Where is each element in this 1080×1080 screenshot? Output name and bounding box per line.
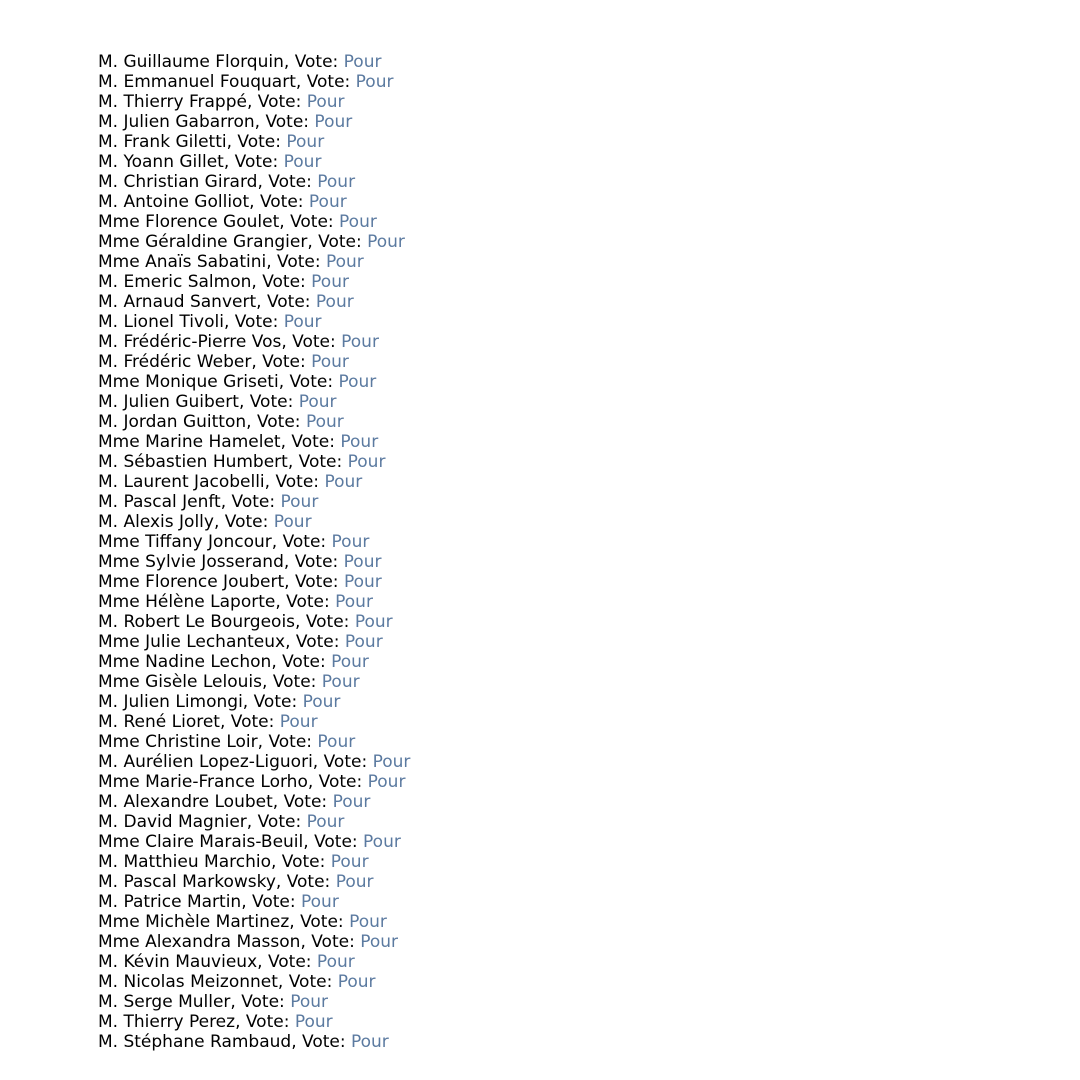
vote-value: Pour (317, 732, 356, 752)
deputy-name: M. Alexandre Loubet (98, 792, 273, 812)
vote-value: Pour (283, 312, 322, 332)
deputy-name: M. René Lioret (98, 712, 220, 732)
vote-row: Mme Nadine Lechon, Vote: Pour (98, 652, 369, 672)
vote-label: Vote: (230, 712, 275, 732)
deputy-name: M. Jordan Guitton (98, 412, 247, 432)
deputy-name: M. Guillaume Florquin (98, 52, 284, 72)
vote-row: M. Julien Limongi, Vote: Pour (98, 692, 341, 712)
deputy-name: M. Patrice Martin (98, 892, 242, 912)
vote-value: Pour (306, 812, 345, 832)
deputy-name: M. Sébastien Humbert (98, 452, 288, 472)
vote-label: Vote: (234, 152, 279, 172)
vote-label: Vote: (257, 812, 302, 832)
vote-label: Vote: (311, 932, 355, 952)
vote-row: Mme Monique Griseti, Vote: Pour (98, 372, 377, 392)
deputy-name: M. Frédéric-Pierre Vos (98, 332, 282, 352)
vote-label: Vote: (275, 472, 320, 492)
vote-value: Pour (286, 132, 325, 152)
vote-row: M. Christian Girard, Vote: Pour (98, 172, 356, 192)
vote-label: Vote: (234, 312, 279, 332)
vote-label: Vote: (318, 772, 363, 792)
deputy-name: M. David Magnier (98, 812, 247, 832)
vote-label: Vote: (290, 212, 334, 232)
vote-label: Vote: (265, 112, 310, 132)
vote-row: M. Thierry Perez, Vote: Pour (98, 1012, 333, 1032)
vote-row: M. Emmanuel Fouquart, Vote: Pour (98, 72, 394, 92)
vote-value: Pour (331, 532, 370, 552)
vote-value: Pour (314, 112, 353, 132)
deputy-name: M. Robert Le Bourgeois (98, 612, 296, 632)
deputy-name: M. Nicolas Meizonnet (98, 972, 278, 992)
vote-value: Pour (302, 692, 341, 712)
deputy-name: M. Thierry Frappé (98, 92, 247, 112)
deputy-name: M. Pascal Markowsky (98, 872, 276, 892)
vote-label: Vote: (231, 492, 276, 512)
vote-value: Pour (311, 272, 349, 292)
vote-row: M. Yoann Gillet, Vote: Pour (98, 152, 322, 172)
vote-label: Vote: (291, 432, 335, 452)
vote-label: Vote: (262, 352, 306, 372)
vote-row: Mme Alexandra Masson, Vote: Pour (98, 932, 399, 952)
vote-row: Mme Tiffany Joncour, Vote: Pour (98, 532, 370, 552)
vote-row: M. Thierry Frappé, Vote: Pour (98, 92, 345, 112)
deputy-name: Mme Nadine Lechon (98, 652, 272, 672)
vote-value: Pour (317, 172, 356, 192)
vote-row: M. Pascal Markowsky, Vote: Pour (98, 872, 374, 892)
vote-label: Vote: (295, 632, 340, 652)
vote-value: Pour (321, 672, 360, 692)
vote-row: M. Serge Muller, Vote: Pour (98, 992, 328, 1012)
deputy-name: Mme Géraldine Grangier (98, 232, 308, 252)
vote-row: Mme Michèle Martinez, Vote: Pour (98, 912, 387, 932)
vote-value: Pour (343, 572, 382, 592)
vote-row: M. René Lioret, Vote: Pour (98, 712, 318, 732)
deputy-name: M. Emmanuel Fouquart (98, 72, 296, 92)
deputy-name: Mme Claire Marais-Beuil (98, 832, 304, 852)
vote-row: Mme Hélène Laporte, Vote: Pour (98, 592, 373, 612)
deputy-name: M. Frank Giletti (98, 132, 227, 152)
vote-list (98, 52, 410, 1052)
vote-label: Vote: (281, 852, 326, 872)
vote-label: Vote: (268, 732, 312, 752)
deputy-name: M. Lionel Tivoli (98, 312, 224, 332)
vote-row: M. Frank Giletti, Vote: Pour (98, 132, 325, 152)
vote-value: Pour (338, 372, 377, 392)
deputy-name: M. Kévin Mauvieux (98, 952, 258, 972)
deputy-name: M. Stéphane Rambaud (98, 1032, 292, 1052)
vote-label: Vote: (262, 272, 306, 292)
vote-row: Mme Marie-France Lorho, Vote: Pour (98, 772, 406, 792)
vote-value: Pour (325, 252, 364, 272)
deputy-name: Mme Christine Loir (98, 732, 258, 752)
vote-label: Vote: (252, 892, 296, 912)
vote-label: Vote: (286, 872, 331, 892)
vote-row: M. Patrice Martin, Vote: Pour (98, 892, 339, 912)
vote-row: Mme Marine Hamelet, Vote: Pour (98, 432, 379, 452)
vote-label: Vote: (253, 692, 298, 712)
vote-value: Pour (331, 652, 369, 672)
deputy-name: M. Laurent Jacobelli (98, 472, 265, 492)
deputy-name: Mme Gisèle Lelouis (98, 672, 262, 692)
vote-value: Pour (367, 232, 405, 252)
vote-row: M. Frédéric-Pierre Vos, Vote: Pour (98, 332, 379, 352)
vote-row: M. Emeric Salmon, Vote: Pour (98, 272, 349, 292)
deputy-name: Mme Marie-France Lorho (98, 772, 308, 792)
vote-row: Mme Sylvie Josserand, Vote: Pour (98, 552, 382, 572)
vote-value: Pour (324, 472, 363, 492)
deputy-name: Mme Monique Griseti (98, 372, 279, 392)
vote-label: Vote: (294, 572, 339, 592)
vote-value: Pour (372, 752, 411, 772)
deputy-name: Mme Tiffany Joncour (98, 532, 272, 552)
vote-value: Pour (355, 72, 394, 92)
vote-label: Vote: (277, 252, 321, 272)
vote-label: Vote: (283, 792, 328, 812)
vote-value: Pour (349, 912, 387, 932)
deputy-name: Mme Marine Hamelet (98, 432, 281, 452)
vote-row: M. Julien Gabarron, Vote: Pour (98, 112, 353, 132)
vote-label: Vote: (292, 332, 336, 352)
vote-value: Pour (343, 52, 382, 72)
vote-label: Vote: (289, 372, 334, 392)
vote-value: Pour (330, 852, 369, 872)
vote-value: Pour (332, 792, 371, 812)
deputy-name: Mme Sylvie Josserand (98, 552, 284, 572)
vote-row: M. Kévin Mauvieux, Vote: Pour (98, 952, 355, 972)
vote-row: Mme Florence Goulet, Vote: Pour (98, 212, 377, 232)
vote-value: Pour (311, 352, 349, 372)
vote-label: Vote: (314, 832, 358, 852)
vote-label: Vote: (237, 132, 281, 152)
vote-row: Mme Gisèle Lelouis, Vote: Pour (98, 672, 360, 692)
vote-value: Pour (279, 712, 318, 732)
vote-row: M. David Magnier, Vote: Pour (98, 812, 345, 832)
deputy-name: M. Antoine Golliot (98, 192, 250, 212)
vote-row: M. Sébastien Humbert, Vote: Pour (98, 452, 386, 472)
vote-row: M. Arnaud Sanvert, Vote: Pour (98, 292, 354, 312)
vote-value: Pour (347, 452, 386, 472)
vote-value: Pour (273, 512, 312, 532)
vote-row: M. Alexandre Loubet, Vote: Pour (98, 792, 371, 812)
vote-row: M. Guillaume Florquin, Vote: Pour (98, 52, 382, 72)
vote-label: Vote: (306, 72, 351, 92)
vote-row: M. Julien Guibert, Vote: Pour (98, 392, 337, 412)
vote-row: M. Aurélien Lopez-Liguori, Vote: Pour (98, 752, 411, 772)
vote-row: M. Matthieu Marchio, Vote: Pour (98, 852, 369, 872)
vote-label: Vote: (288, 972, 333, 992)
vote-label: Vote: (302, 1032, 346, 1052)
vote-value: Pour (298, 392, 337, 412)
deputy-name: Mme Julie Lechanteux (98, 632, 286, 652)
vote-row: Mme Anaïs Sabatini, Vote: Pour (98, 252, 364, 272)
vote-value: Pour (344, 632, 383, 652)
deputy-name: M. Yoann Gillet (98, 152, 224, 172)
deputy-name: M. Alexis Jolly (98, 512, 214, 532)
vote-label: Vote: (267, 952, 312, 972)
deputy-name: Mme Hélène Laporte (98, 592, 276, 612)
vote-row: M. Frédéric Weber, Vote: Pour (98, 352, 349, 372)
vote-row: M. Antoine Golliot, Vote: Pour (98, 192, 347, 212)
vote-label: Vote: (282, 652, 326, 672)
deputy-name: M. Arnaud Sanvert (98, 292, 257, 312)
deputy-name: M. Thierry Perez (98, 1012, 236, 1032)
vote-value: Pour (363, 832, 401, 852)
vote-label: Vote: (305, 612, 350, 632)
vote-row: M. Alexis Jolly, Vote: Pour (98, 512, 312, 532)
vote-value: Pour (306, 92, 345, 112)
vote-value: Pour (283, 152, 322, 172)
vote-row: Mme Christine Loir, Vote: Pour (98, 732, 356, 752)
vote-label: Vote: (259, 192, 304, 212)
deputy-name: M. Aurélien Lopez-Liguori (98, 752, 313, 772)
deputy-name: M. Julien Gabarron (98, 112, 255, 132)
vote-value: Pour (315, 292, 354, 312)
vote-row: Mme Florence Joubert, Vote: Pour (98, 572, 382, 592)
deputy-name: M. Christian Girard (98, 172, 258, 192)
vote-row: M. Pascal Jenft, Vote: Pour (98, 492, 319, 512)
vote-label: Vote: (241, 992, 285, 1012)
vote-row: M. Lionel Tivoli, Vote: Pour (98, 312, 322, 332)
vote-value: Pour (360, 932, 399, 952)
vote-row: Mme Claire Marais-Beuil, Vote: Pour (98, 832, 401, 852)
vote-label: Vote: (245, 1012, 290, 1032)
deputy-name: Mme Florence Joubert (98, 572, 285, 592)
deputy-name: M. Serge Muller (98, 992, 231, 1012)
vote-value: Pour (316, 952, 355, 972)
vote-value: Pour (343, 552, 382, 572)
vote-label: Vote: (286, 592, 330, 612)
vote-row: M. Stéphane Rambaud, Vote: Pour (98, 1032, 389, 1052)
deputy-name: Mme Florence Goulet (98, 212, 280, 232)
vote-value: Pour (301, 892, 339, 912)
vote-label: Vote: (272, 672, 317, 692)
deputy-name: M. Frédéric Weber (98, 352, 252, 372)
vote-value: Pour (350, 1032, 389, 1052)
vote-row: M. Jordan Guitton, Vote: Pour (98, 412, 344, 432)
vote-label: Vote: (300, 912, 344, 932)
vote-label: Vote: (224, 512, 269, 532)
vote-value: Pour (341, 332, 379, 352)
vote-label: Vote: (294, 552, 339, 572)
deputy-name: M. Julien Limongi (98, 692, 243, 712)
vote-value: Pour (290, 992, 328, 1012)
vote-value: Pour (340, 432, 379, 452)
vote-row: M. Robert Le Bourgeois, Vote: Pour (98, 612, 393, 632)
vote-value: Pour (337, 972, 376, 992)
vote-label: Vote: (294, 52, 339, 72)
vote-row: M. Nicolas Meizonnet, Vote: Pour (98, 972, 376, 992)
vote-label: Vote: (298, 452, 343, 472)
vote-label: Vote: (282, 532, 327, 552)
vote-value: Pour (294, 1012, 333, 1032)
vote-value: Pour (305, 412, 344, 432)
vote-label: Vote: (266, 292, 311, 312)
vote-value: Pour (339, 212, 377, 232)
deputy-name: M. Matthieu Marchio (98, 852, 271, 872)
deputy-name: Mme Michèle Martinez (98, 912, 290, 932)
vote-row: M. Laurent Jacobelli, Vote: Pour (98, 472, 363, 492)
vote-row: Mme Géraldine Grangier, Vote: Pour (98, 232, 405, 252)
vote-value: Pour (335, 872, 374, 892)
vote-label: Vote: (257, 92, 302, 112)
deputy-name: Mme Anaïs Sabatini (98, 252, 267, 272)
vote-label: Vote: (323, 752, 368, 772)
deputy-name: Mme Alexandra Masson (98, 932, 301, 952)
vote-value: Pour (367, 772, 406, 792)
vote-label: Vote: (256, 412, 301, 432)
deputy-name: M. Julien Guibert (98, 392, 239, 412)
deputy-name: M. Pascal Jenft (98, 492, 221, 512)
vote-label: Vote: (249, 392, 294, 412)
deputy-name: M. Emeric Salmon (98, 272, 252, 292)
vote-row: Mme Julie Lechanteux, Vote: Pour (98, 632, 383, 652)
vote-value: Pour (335, 592, 373, 612)
vote-value: Pour (308, 192, 347, 212)
vote-label: Vote: (268, 172, 312, 192)
vote-value: Pour (280, 492, 319, 512)
vote-label: Vote: (318, 232, 362, 252)
vote-value: Pour (354, 612, 393, 632)
